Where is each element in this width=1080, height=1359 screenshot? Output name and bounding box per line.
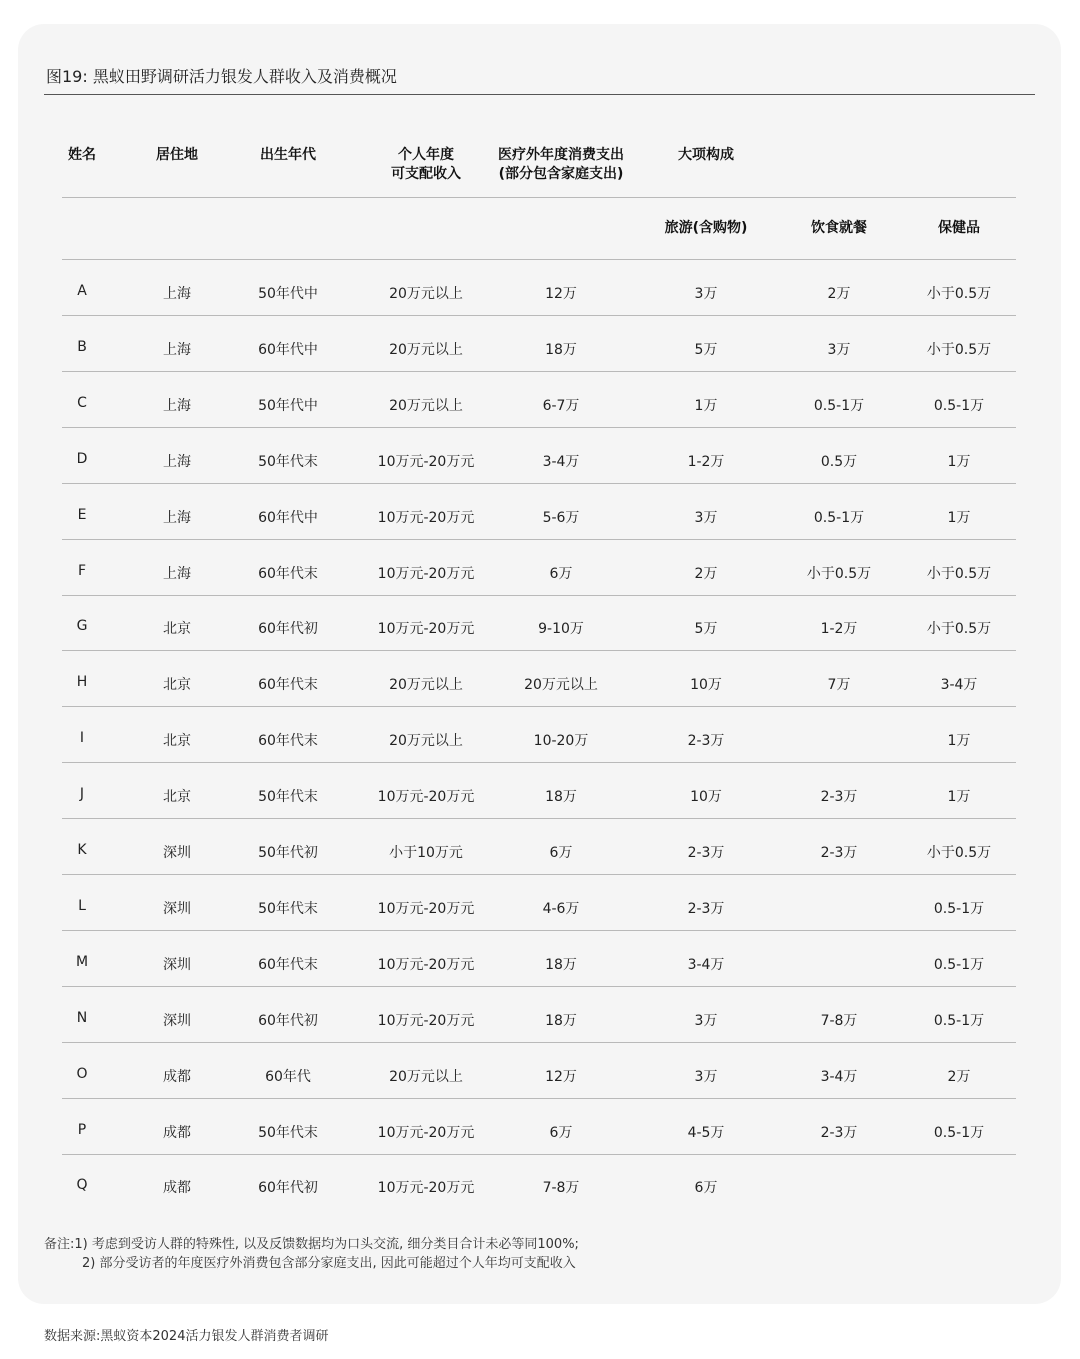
cell-travel: 2-3万 [687, 900, 725, 917]
cell-birth: 60年代中 [258, 341, 318, 358]
row-divider [62, 539, 1016, 540]
cell-name: O [76, 1065, 88, 1082]
cell-residence: 北京 [163, 621, 191, 638]
cell-health: 小于0.5万 [926, 286, 992, 302]
cell-residence: 成都 [163, 1180, 191, 1197]
cell-birth: 60年代 [265, 1068, 311, 1085]
cell-income: 小于10万元 [389, 845, 463, 861]
cell-residence: 北京 [163, 677, 191, 694]
cell-name: C [77, 394, 87, 411]
cell-name: E [77, 506, 87, 523]
cell-residence: 北京 [163, 733, 191, 750]
cell-income: 10万元-20万元 [377, 956, 475, 973]
title-divider [44, 94, 1035, 95]
cell-residence: 上海 [163, 565, 191, 582]
header-residence: 居住地 [156, 147, 198, 163]
cell-health: 小于0.5万 [926, 621, 992, 638]
cell-dining: 7万 [827, 677, 851, 694]
cell-income: 10万元-20万元 [377, 900, 475, 917]
cell-travel: 1-2万 [687, 453, 725, 470]
row-divider [62, 427, 1016, 428]
row-divider [62, 315, 1016, 316]
cell-name: P [77, 1121, 87, 1138]
cell-spend: 6-7万 [542, 397, 580, 414]
cell-health: 0.5-1万 [933, 956, 985, 973]
cell-health: 小于0.5万 [926, 565, 992, 582]
cell-birth: 50年代中 [258, 286, 318, 302]
row-divider [62, 650, 1016, 651]
cell-dining: 0.5-1万 [813, 397, 865, 414]
cell-birth: 60年代末 [258, 677, 318, 694]
cell-travel: 2万 [694, 565, 718, 582]
cell-birth: 50年代末 [258, 900, 318, 917]
cell-residence: 成都 [163, 1124, 191, 1141]
cell-travel: 3万 [694, 509, 718, 526]
cell-travel: 6万 [694, 1180, 718, 1197]
cell-residence: 上海 [163, 341, 191, 358]
header-divider-1 [62, 197, 1016, 198]
cell-travel: 10万 [690, 677, 722, 694]
row-divider [62, 1154, 1016, 1155]
cell-spend: 4-6万 [542, 900, 580, 917]
cell-birth: 60年代末 [258, 733, 318, 750]
cell-dining: 小于0.5万 [806, 565, 872, 582]
row-divider [62, 371, 1016, 372]
row-divider [62, 706, 1016, 707]
note-line-1: 备注:1) 考虑到受访人群的特殊性, 以及反馈数据均为口头交流, 细分类目合计未必等同100%; [44, 1237, 579, 1252]
cell-dining: 3-4万 [820, 1068, 858, 1085]
figure-title: 图19: 黑蚁田野调研活力银发人群收入及消费概况 [46, 67, 397, 86]
header-spend-line1: 医疗外年度消费支出 [498, 147, 624, 163]
cell-residence: 深圳 [163, 900, 191, 917]
cell-residence: 成都 [163, 1068, 191, 1085]
cell-dining: 7-8万 [820, 1012, 858, 1029]
cell-name: M [75, 953, 89, 970]
content-card [18, 24, 1061, 1304]
cell-spend: 6万 [549, 845, 573, 861]
cell-name: A [77, 283, 87, 299]
cell-birth: 60年代中 [258, 509, 318, 526]
cell-health: 0.5-1万 [933, 1124, 985, 1141]
cell-health: 1万 [947, 789, 971, 806]
cell-spend: 12万 [545, 286, 577, 302]
cell-spend: 20万元以上 [524, 677, 598, 694]
header-major: 大项构成 [678, 147, 734, 163]
cell-dining: 0.5万 [820, 453, 858, 470]
cell-health: 小于0.5万 [926, 845, 992, 861]
header-dining: 饮食就餐 [811, 220, 867, 236]
cell-travel: 10万 [690, 789, 722, 806]
cell-spend: 6万 [549, 1124, 573, 1141]
note-line-2: 2) 部分受访者的年度医疗外消费包含部分家庭支出, 因此可能超过个人年均可支配收入 [82, 1256, 576, 1271]
data-source: 数据来源:黑蚁资本2024活力银发人群消费者调研 [44, 1329, 329, 1344]
cell-spend: 5-6万 [542, 509, 580, 526]
cell-spend: 18万 [545, 789, 577, 806]
cell-income: 10万元-20万元 [377, 621, 475, 638]
cell-spend: 10-20万 [533, 733, 589, 750]
cell-name: K [77, 842, 87, 858]
cell-birth: 50年代末 [258, 1124, 318, 1141]
header-travel: 旅游(含购物) [664, 220, 748, 236]
cell-dining: 3万 [827, 341, 851, 358]
cell-residence: 深圳 [163, 1012, 191, 1029]
cell-travel: 2-3万 [687, 845, 725, 861]
cell-travel: 3万 [694, 1012, 718, 1029]
cell-birth: 60年代初 [258, 1012, 318, 1029]
cell-name: I [79, 730, 85, 747]
cell-health: 小于0.5万 [926, 341, 992, 358]
row-divider [62, 1098, 1016, 1099]
row-divider [62, 986, 1016, 987]
cell-health: 1万 [947, 509, 971, 526]
cell-income: 10万元-20万元 [377, 789, 475, 806]
cell-name: F [77, 562, 87, 579]
cell-birth: 50年代中 [258, 397, 318, 414]
cell-travel: 1万 [694, 397, 718, 414]
header-income-line1: 个人年度 [398, 147, 454, 163]
cell-travel: 5万 [694, 341, 718, 358]
cell-income: 20万元以上 [389, 1068, 463, 1085]
row-divider [62, 483, 1016, 484]
cell-residence: 深圳 [163, 845, 191, 861]
header-birth: 出生年代 [260, 147, 316, 163]
cell-health: 0.5-1万 [933, 397, 985, 414]
cell-spend: 3-4万 [542, 453, 580, 470]
cell-travel: 3万 [694, 1068, 718, 1085]
cell-birth: 50年代初 [258, 845, 318, 861]
cell-spend: 18万 [545, 956, 577, 973]
cell-travel: 3-4万 [687, 956, 725, 973]
cell-residence: 深圳 [163, 956, 191, 973]
cell-name: J [79, 786, 85, 803]
cell-residence: 上海 [163, 453, 191, 470]
header-spend-line2: (部分包含家庭支出) [498, 166, 624, 182]
cell-income: 20万元以上 [389, 341, 463, 358]
cell-dining: 2-3万 [820, 789, 858, 806]
cell-dining: 2-3万 [820, 1124, 858, 1141]
cell-income: 10万元-20万元 [377, 1124, 475, 1141]
cell-travel: 3万 [694, 286, 718, 302]
cell-income: 20万元以上 [389, 733, 463, 750]
cell-name: G [76, 618, 88, 635]
cell-birth: 50年代末 [258, 453, 318, 470]
cell-travel: 4-5万 [687, 1124, 725, 1141]
cell-residence: 上海 [163, 397, 191, 414]
cell-name: L [78, 897, 86, 914]
cell-birth: 60年代初 [258, 621, 318, 638]
cell-travel: 2-3万 [687, 733, 725, 750]
cell-spend: 7-8万 [542, 1180, 580, 1197]
cell-income: 20万元以上 [389, 286, 463, 302]
cell-name: H [76, 674, 88, 691]
cell-income: 10万元-20万元 [377, 1012, 475, 1029]
cell-spend: 12万 [545, 1068, 577, 1085]
cell-health: 0.5-1万 [933, 1012, 985, 1029]
cell-residence: 上海 [163, 286, 191, 302]
header-divider-2 [62, 259, 1016, 260]
cell-residence: 上海 [163, 509, 191, 526]
cell-name: B [77, 338, 87, 355]
cell-income: 10万元-20万元 [377, 509, 475, 526]
row-divider [62, 1042, 1016, 1043]
cell-name: Q [76, 1177, 88, 1194]
cell-dining: 0.5-1万 [813, 509, 865, 526]
cell-spend: 6万 [549, 565, 573, 582]
cell-health: 1万 [947, 733, 971, 750]
row-divider [62, 762, 1016, 763]
cell-spend: 18万 [545, 1012, 577, 1029]
cell-birth: 60年代末 [258, 956, 318, 973]
cell-income: 10万元-20万元 [377, 565, 475, 582]
cell-birth: 60年代末 [258, 565, 318, 582]
cell-name: D [76, 450, 88, 467]
cell-dining: 2-3万 [820, 845, 858, 861]
cell-residence: 北京 [163, 789, 191, 806]
cell-income: 10万元-20万元 [377, 1180, 475, 1197]
cell-income: 10万元-20万元 [377, 453, 475, 470]
header-name: 姓名 [68, 147, 96, 163]
cell-health: 2万 [947, 1068, 971, 1085]
row-divider [62, 874, 1016, 875]
row-divider [62, 595, 1016, 596]
cell-birth: 50年代末 [258, 789, 318, 806]
header-health: 保健品 [938, 220, 980, 236]
header-income-line2: 可支配收入 [391, 166, 461, 182]
cell-health: 1万 [947, 453, 971, 470]
cell-spend: 9-10万 [538, 621, 584, 638]
cell-travel: 5万 [694, 621, 718, 638]
row-divider [62, 818, 1016, 819]
cell-birth: 60年代初 [258, 1180, 318, 1197]
cell-spend: 18万 [545, 341, 577, 358]
row-divider [62, 930, 1016, 931]
cell-health: 0.5-1万 [933, 900, 985, 917]
cell-income: 20万元以上 [389, 397, 463, 414]
cell-dining: 2万 [827, 286, 851, 302]
cell-income: 20万元以上 [389, 677, 463, 694]
cell-health: 3-4万 [940, 677, 978, 694]
cell-dining: 1-2万 [820, 621, 858, 638]
cell-name: N [76, 1009, 88, 1026]
